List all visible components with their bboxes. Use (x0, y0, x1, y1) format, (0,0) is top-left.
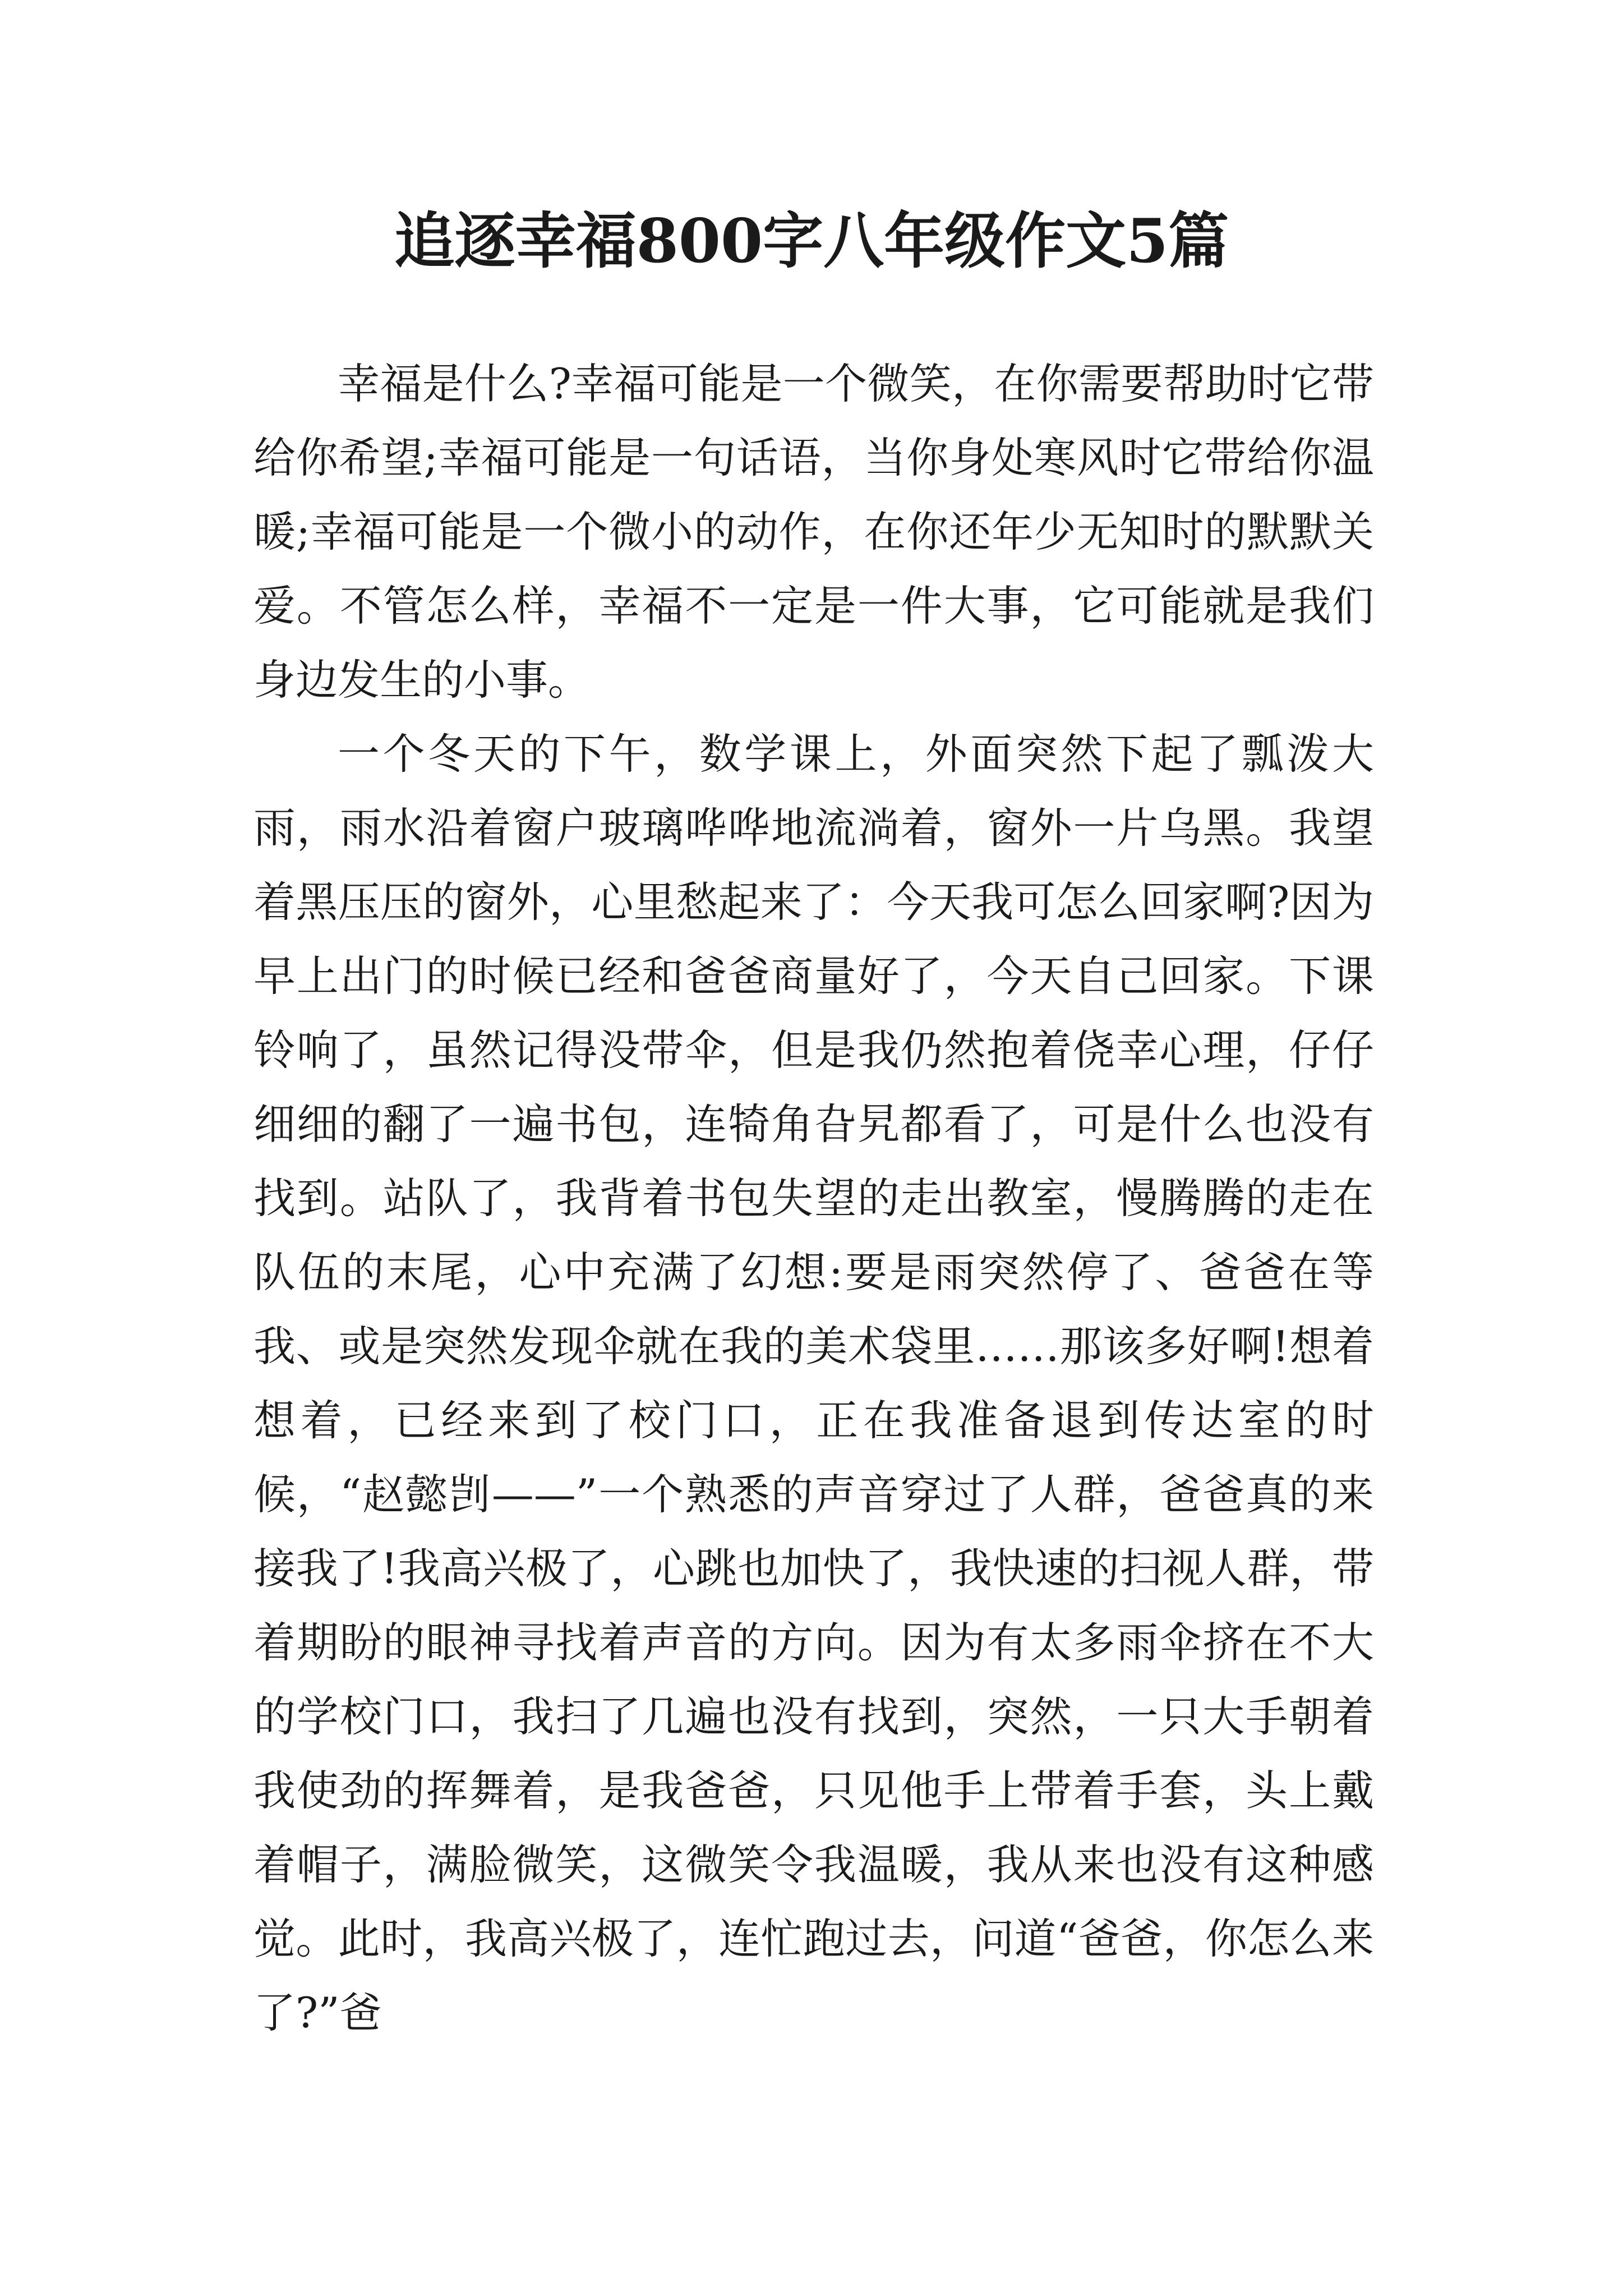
document-title: 追逐幸福800字八年级作文5篇 (394, 206, 1229, 277)
paragraph-2: 一个冬天的下午，数学课上，外面突然下起了瓢泼大雨，雨水沿着窗户玻璃哗哗地流淌着，窗外一片乌黑。我望着黑压压的窗外，心里愁起来了：今天我可怎么回家啊?因为早上出门的时候已经和爸爸商量好了，今天自己回家。下课铃响了，虽然记得没带伞，但是我仍然抱着侥幸心理，仔仔细细的翻了一遍书包，连犄角旮旯都看了，可是什么也没有找到。站队了，我背着书包失望的走出教室，慢腾腾的走在队伍的末尾，心中充满了幻想:要是雨突然停了、爸爸在等我、或是突然发现伞就在我的美术袋里……那该多好啊!想着想着，已经来到了校门口，正在我准备退到传达室的时候，“赵懿剀——”一个熟悉的声音穿过了人群，爸爸真的来接我了!我高兴极了，心跳也加快了，我快速的扫视人群，带着期盼的眼神寻找着声音的方向。因为有太多雨伞挤在不大的学校门口，我扫了几遍也没有找到，突然，一只大手朝着我使劲的挥舞着，是我爸爸，只见他手上带着手套，头上戴着帽子，满脸微笑，这微笑令我温暖，我从来也没有这种感觉。此时，我高兴极了，连忙跑过去，问道“爸爸，你怎么来了?”爸 (253, 729, 1374, 2037)
document-body (253, 347, 1374, 2050)
paragraph-1: 幸福是什么?幸福可能是一个微笑，在你需要帮助时它带给你希望;幸福可能是一句话语，当你身处寒风时它带给你温暖;幸福可能是一个微小的动作，在你还年少无知时的默默关爱。不管怎么样，幸福不一定是一件大事，它可能就是我们身边发生的小事。 (253, 359, 1374, 705)
